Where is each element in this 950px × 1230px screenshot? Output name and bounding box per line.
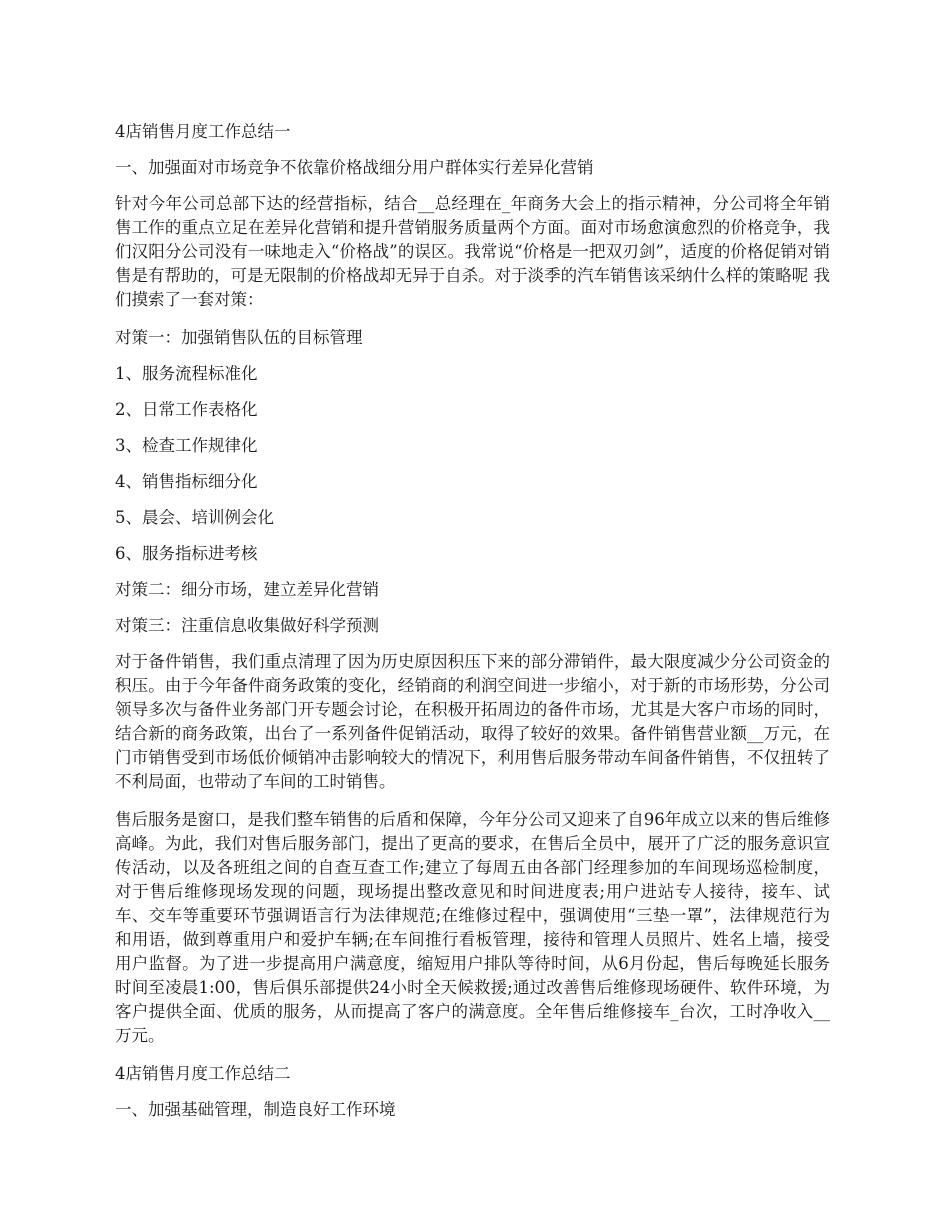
list-item-4: 4、销售指标细分化 [115,472,258,491]
document-body [115,120,830,1134]
strategy-2-title: 对策二：细分市场，建立差异化营销 [115,580,379,599]
paragraph-intro: 针对今年公司总部下达的经营指标，结合__总经理在_年商务大会上的指示精神，分公司将全年销售工作的重点立足在差异化营销和提升营销服务质量两个方面。面对市场愈演愈烈的价格竞争，我们汉阳分公司没有一味地走入“价格战”的误区。我常说“价格是一把双刃剑”，适度的价格促销对销售是有帮助的，可是无限制的价格战却无异于自杀。对于淡季的汽车销售该采纳什么样的策略呢 我们摸索了一套对策： [115,194,830,309]
paragraph-parts-sales: 对于备件销售，我们重点清理了因为历史原因积压下来的部分滞销件，最大限度减少分公司资金的积压。由于今年备件商务政策的变化，经销商的利润空间进一步缩小，对于新的市场形势，分公司领导多次与备件业务部门开专题会讨论，在积极开拓周边的备件市场，尤其是大客户市场的同时，结合新的商务政策，出台了一系列备件促销活动，取得了较好的效果。备件销售营业额__万元，在门市销售受到市场低价倾销冲击影响较大的情况下，利用售后服务带动车间备件销售，不仅扭转了不利局面，也带动了车间的工时销售。 [115,652,830,791]
paragraph-after-sales: 售后服务是窗口，是我们整车销售的后盾和保障，今年分公司又迎来了自96年成立以来的售后维修高峰。为此，我们对售后服务部门，提出了更高的要求，在售后全员中，展开了广泛的服务意识宣传活动，以及各班组之间的自查互查工作;建立了每周五由各部门经理参加的车间现场巡检制度，对于售后维修现场发现的问题，现场提出整改意见和时间进度表;用户进站专人接待，接车、试车、交车等重要环节强调语言行为法律规范;在维修过程中，强调使用“三垫一罩”，法律规范行为和用语，做到尊重用户和爱护车辆;在车间推行看板管理，接待和管理人员照片、姓名上墙，接受用户监督。为了进一步提高用户满意度，缩短用户排队等待时间，从6月份起，售后每晚延长服务时间至凌晨1:00，售后俱乐部提供24小时全天候救援;通过改善售后维修现场硬件、软件环境，为客户提供全面、优质的服务，从而提高了客户的满意度。全年售后维修接车_台次，工时净收入__万元。 [115,810,830,1045]
list-item-6: 6、服务指标进考核 [115,544,258,563]
section-title-2: 4店销售月度工作总结二 [115,1064,291,1083]
list-item-3: 3、检查工作规律化 [115,436,258,455]
strategy-1-title: 对策一：加强销售队伍的目标管理 [115,328,363,347]
list-item-5: 5、晨会、培训例会化 [115,508,274,527]
strategy-3-title: 对策三：注重信息收集做好科学预测 [115,616,379,635]
section-title-1: 4店销售月度工作总结一 [115,122,291,141]
section-heading-2: 一、加强基础管理，制造良好工作环境 [115,1100,396,1119]
section-heading-1: 一、加强面对市场竞争不依靠价格战细分用户群体实行差异化营销 [115,158,594,177]
list-item-2: 2、日常工作表格化 [115,400,258,419]
list-item-1: 1、服务流程标准化 [115,364,258,383]
